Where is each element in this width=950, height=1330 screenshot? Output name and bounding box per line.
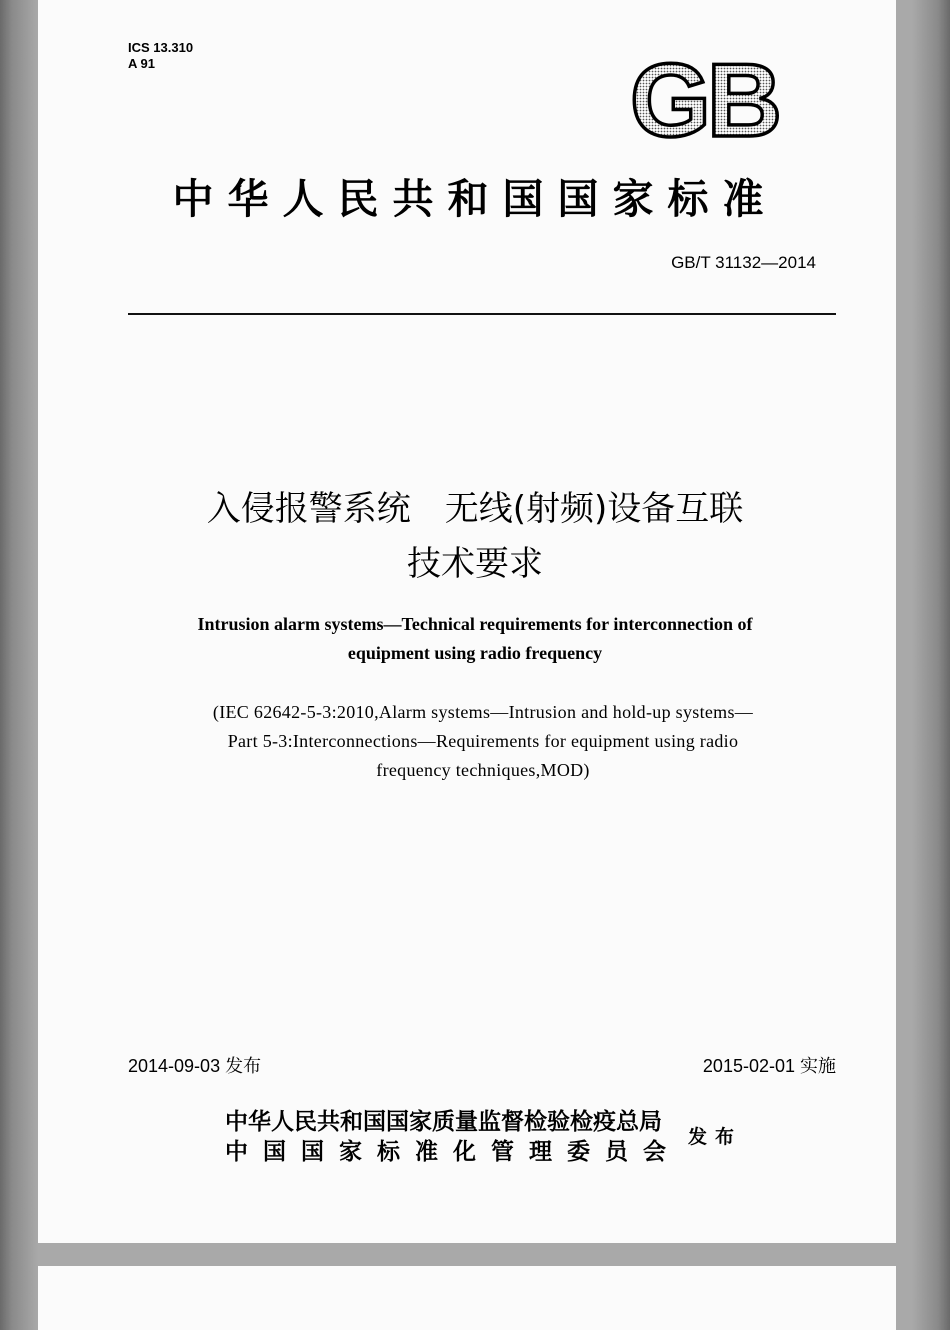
- standard-number: GB/T 31132—2014: [671, 253, 816, 272]
- publisher-line-1: 中华人民共和国国家质量监督检验检疫总局: [225, 1109, 662, 1135]
- gb-logo: [618, 52, 790, 144]
- english-title-line-2: equipment using radio frequency: [347, 643, 603, 663]
- ics-block: [128, 40, 193, 72]
- implementation-date: 2015-02-01 实施: [702, 1056, 836, 1076]
- divider-line: [128, 313, 836, 315]
- chinese-title-line-2: 技术要求: [407, 544, 543, 584]
- iec-reference-line-2: Part 5-3:Interconnections—Requirements for equipment using radio: [227, 731, 739, 751]
- national-standard-title: 中华人民共和国国家标准: [172, 175, 778, 223]
- publisher-line-2: 中国国家标准化管理委员会: [225, 1139, 681, 1165]
- english-title-line-1: Intrusion alarm systems—Technical requirements for interconnection of: [197, 614, 753, 634]
- next-page: [38, 1266, 896, 1330]
- svg-text:GB: GB: [630, 52, 778, 144]
- classification-code: A 91: [128, 56, 155, 71]
- release-label: 发布: [688, 1126, 743, 1148]
- iec-reference-line-1: (IEC 62642-5-3:2010,Alarm systems—Intrusion and hold-up systems—: [212, 702, 754, 722]
- iec-reference-line-3: frequency techniques,MOD): [376, 760, 590, 780]
- ics-code: ICS 13.310: [128, 40, 194, 55]
- issue-date: 2014-09-03 发布: [128, 1056, 262, 1076]
- chinese-title-line-1: 入侵报警系统 无线(射频)设备互联: [206, 489, 744, 529]
